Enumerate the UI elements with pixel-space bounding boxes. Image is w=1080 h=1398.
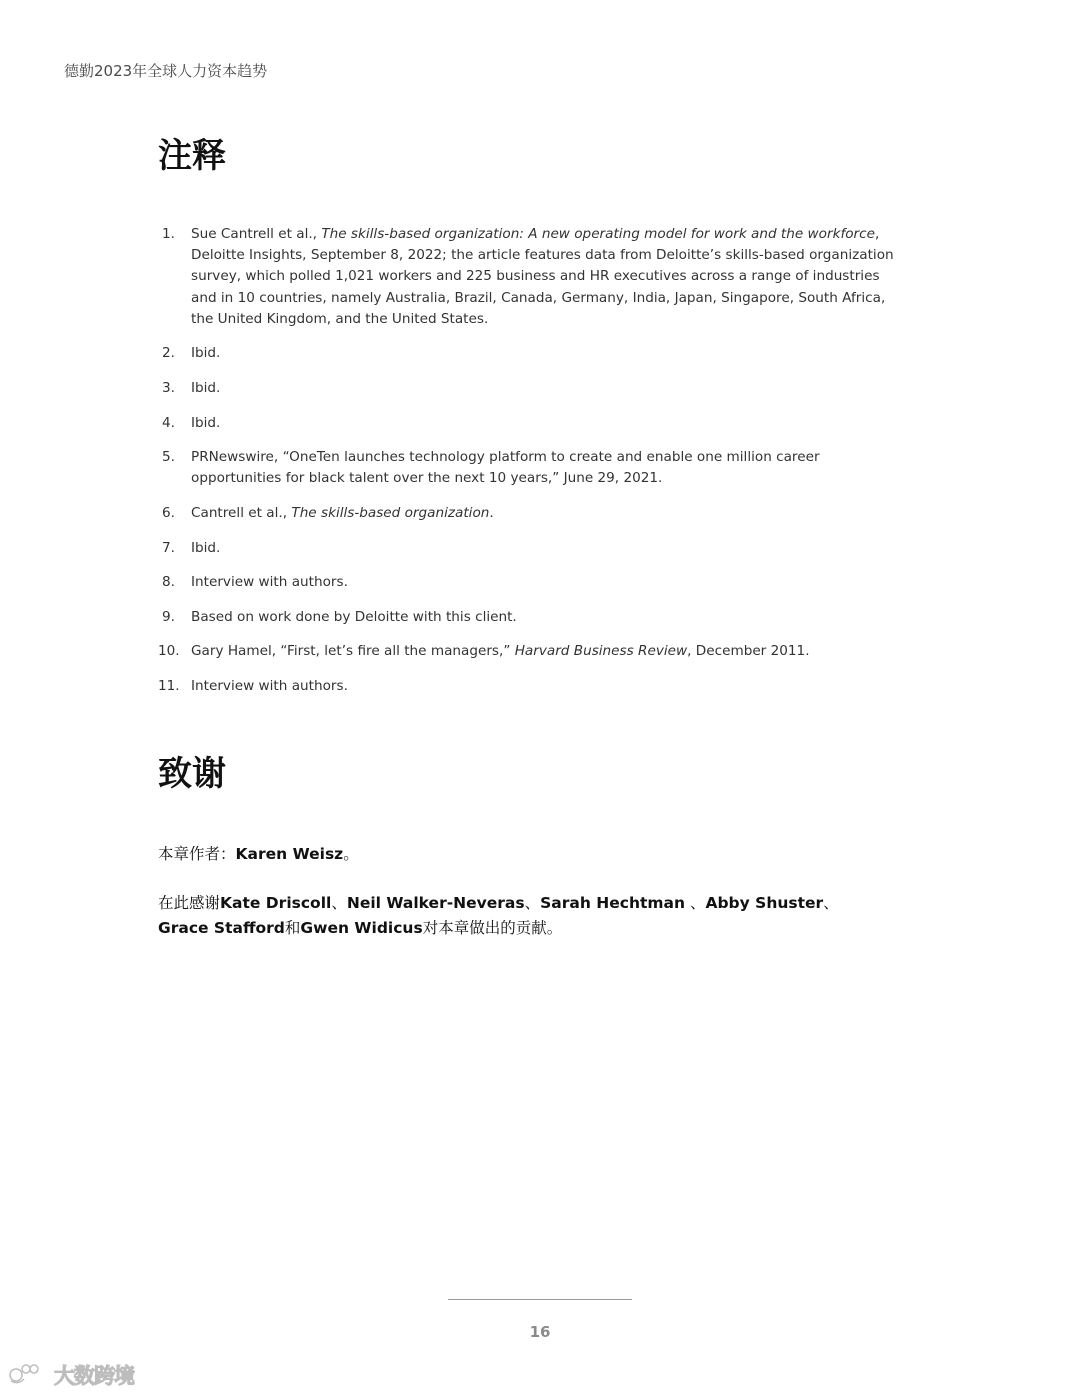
note-text-plain: , Deloitte Insights, September 8, 2022; the article features data from Deloitte’s skills-based organization survey, which polled 1,021 workers and 225 business and HR executives across a range of industries and in 10 countries, namely Australia, Brazil, Canada, Germany, India, Japan, Singapore, South Africa, the United Kingdom, and the United States. — [191, 226, 894, 327]
page-number: 16 — [529, 1323, 551, 1341]
note-text-italic: The skills-based organization: A new operating model for work and the workforce — [321, 226, 875, 242]
note-text-plain: Ibid. — [191, 380, 221, 396]
note-text — [191, 678, 348, 694]
name-separator: 、 — [685, 894, 706, 912]
note-text-plain: Cantrell et al., — [191, 504, 292, 521]
author-name: Karen Weisz — [235, 845, 344, 863]
acknowledgments-heading: 致谢 — [158, 754, 226, 794]
note-number: 4. — [162, 414, 175, 431]
note-number: 11. — [158, 677, 180, 694]
note-number: 10. — [158, 643, 180, 660]
name-separator: 和 — [284, 919, 301, 937]
note-number: 3. — [162, 380, 175, 396]
name-separator: 、 — [823, 894, 839, 912]
note-text — [191, 345, 220, 361]
contributor-name: Grace Stafford — [158, 919, 285, 937]
contributor-name: Neil Walker-Neveras — [346, 894, 525, 912]
note-text — [191, 574, 348, 590]
note-number: 1. — [162, 226, 175, 242]
note-text-plain: Ibid. — [191, 414, 221, 431]
name-separator: 、 — [524, 894, 541, 912]
watermark-text: 大数跨境 — [54, 1364, 134, 1388]
note-item — [158, 503, 898, 524]
note-item — [158, 641, 898, 662]
note-text-plain: Ibid. — [191, 345, 221, 362]
note-text-plain: Gary Hamel, “First, let’s fire all the managers,” — [191, 643, 515, 660]
note-number: 2. — [162, 345, 175, 362]
note-text-italic: The skills-based organization — [291, 504, 490, 521]
chapter-author-line — [158, 842, 359, 864]
name-separator: 、 — [331, 894, 347, 912]
note-text-italic: Harvard Business Review — [514, 643, 688, 660]
note-text — [191, 540, 220, 556]
note-item — [158, 607, 898, 628]
contributor-name: Kate Driscoll — [220, 894, 332, 912]
thanks-suffix: 对本章做出的贡献。 — [422, 919, 563, 937]
note-number: 7. — [162, 539, 175, 556]
watermark-logo-icon — [8, 1361, 50, 1389]
note-item — [158, 572, 898, 593]
note-text-plain: Interview with authors. — [191, 677, 348, 694]
thanks-prefix: 在此感谢 — [158, 894, 221, 912]
notes-heading: 注释 — [158, 136, 226, 176]
note-number: 8. — [162, 574, 175, 591]
note-item — [158, 447, 898, 489]
note-item — [158, 413, 898, 434]
note-item — [158, 538, 898, 559]
note-number: 5. — [162, 449, 175, 466]
contributor-name: Sarah Hechtman — [540, 894, 686, 912]
author-prefix: 本章作者： — [158, 845, 236, 863]
watermark — [8, 1360, 134, 1390]
note-item — [158, 224, 898, 330]
author-suffix: 。 — [343, 845, 359, 863]
note-text-plain: Ibid. — [191, 539, 221, 556]
note-text — [191, 505, 494, 521]
note-item — [158, 343, 898, 364]
note-item — [158, 676, 898, 697]
note-text — [191, 643, 810, 659]
note-number: 6. — [162, 504, 175, 521]
note-text-plain: Sue Cantrell et al., — [191, 226, 322, 242]
note-text — [191, 226, 894, 327]
footer-divider — [448, 1299, 632, 1300]
note-text-plain: Based on work done by Deloitte with this client. — [191, 608, 517, 625]
note-text — [191, 449, 820, 486]
note-number: 9. — [162, 608, 175, 625]
note-text-plain: , December 2011. — [687, 643, 810, 660]
contributor-name: Gwen Widicus — [300, 919, 423, 937]
note-text-plain: Interview with authors. — [191, 574, 348, 591]
note-text-plain: . — [489, 504, 494, 521]
thanks-paragraph — [158, 891, 888, 941]
note-text — [191, 609, 517, 625]
contributor-name: Abby Shuster — [705, 894, 824, 912]
running-header: 德勤2023年全球人力资本趋势 — [64, 62, 268, 80]
notes-list — [158, 224, 898, 711]
note-text — [191, 415, 220, 431]
note-item — [158, 378, 898, 399]
note-text-plain: PRNewswire, “OneTen launches technology platform to create and enable one million career opportunities for black talent over the next 10 years,” June 29, 2021. — [191, 449, 820, 487]
note-text — [191, 380, 220, 396]
